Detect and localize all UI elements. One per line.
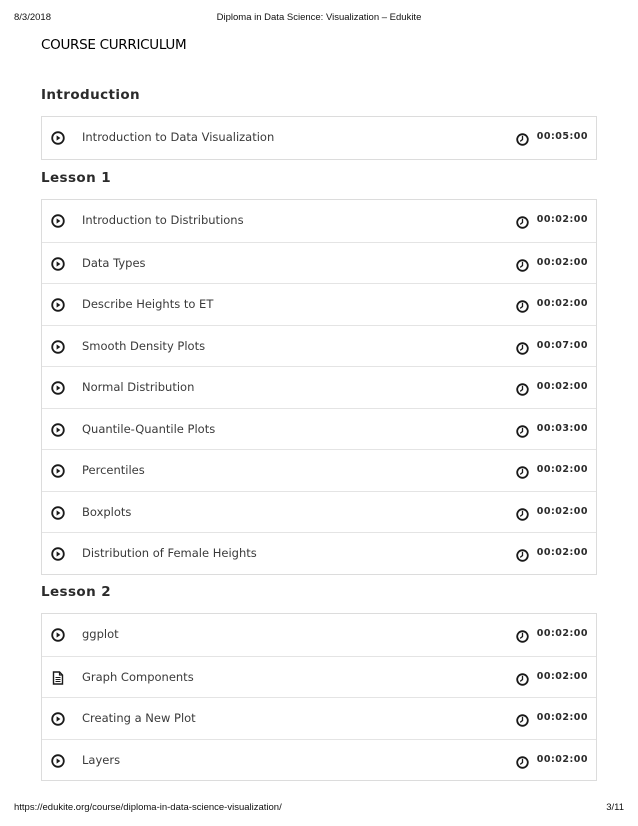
lesson-row[interactable] (42, 739, 596, 781)
section-heading-lesson-1: Lesson 1 (41, 170, 112, 186)
clock-icon (516, 628, 529, 641)
clock-icon (516, 298, 529, 311)
lesson-duration: 00:02:00 (536, 670, 588, 682)
play-circle-icon (51, 463, 65, 477)
lesson-row[interactable] (42, 325, 596, 367)
clock-icon (516, 381, 529, 394)
lesson-title[interactable]: Data Types (82, 255, 146, 270)
clock-icon (516, 131, 529, 144)
lesson-row[interactable] (42, 697, 596, 739)
lesson-row[interactable] (42, 614, 596, 656)
lesson-title[interactable]: Boxplots (82, 504, 132, 519)
clock-icon (516, 712, 529, 725)
clock-icon (516, 257, 529, 270)
lesson-title[interactable]: Quantile-Quantile Plots (82, 421, 216, 436)
lesson-row[interactable] (42, 449, 596, 491)
clock-icon (516, 754, 529, 767)
lesson-title[interactable]: Normal Distribution (82, 380, 195, 394)
lesson-list-lesson-1 (41, 199, 597, 575)
lesson-title[interactable]: Distribution of Female Heights (82, 546, 257, 560)
clock-icon (516, 340, 529, 353)
clock-icon (516, 671, 529, 684)
page-number: 3/11 (606, 802, 624, 813)
clock-icon (516, 423, 529, 436)
lesson-duration: 00:03:00 (536, 422, 588, 434)
play-circle-icon (51, 505, 65, 519)
print-date: 8/3/2018 (14, 12, 51, 23)
lesson-duration: 00:02:00 (536, 256, 588, 268)
lesson-row[interactable] (42, 283, 596, 325)
play-circle-icon (51, 422, 65, 436)
lesson-title[interactable]: Smooth Density Plots (82, 338, 206, 353)
lesson-duration: 00:02:00 (536, 753, 588, 765)
clock-icon (516, 547, 529, 560)
lesson-duration: 00:02:00 (536, 505, 588, 517)
lesson-title[interactable]: Graph Components (82, 669, 194, 684)
lesson-duration: 00:02:00 (536, 298, 588, 309)
lesson-title[interactable]: Describe Heights to ET (82, 297, 214, 311)
lesson-duration: 00:02:00 (536, 547, 588, 558)
section-heading-introduction: Introduction (41, 87, 141, 103)
play-circle-icon (51, 339, 65, 353)
section-heading-lesson-2: Lesson 2 (41, 584, 112, 600)
lesson-list-introduction (41, 116, 597, 160)
clock-icon (516, 464, 529, 477)
play-circle-icon (51, 753, 65, 767)
lesson-duration: 00:02:00 (536, 381, 588, 392)
lesson-title[interactable]: Layers (82, 752, 121, 767)
document-icon (51, 670, 65, 684)
play-circle-icon (51, 380, 65, 394)
lesson-row[interactable] (42, 242, 596, 284)
lesson-row[interactable] (42, 656, 596, 698)
clock-icon (516, 214, 529, 227)
clock-icon (516, 506, 529, 519)
lesson-row[interactable] (42, 117, 596, 159)
play-circle-icon (51, 297, 65, 311)
play-circle-icon (51, 130, 65, 144)
lesson-duration: 00:02:00 (536, 214, 588, 225)
lesson-title[interactable]: ggplot (82, 627, 119, 641)
play-circle-icon (51, 546, 65, 560)
lesson-title[interactable]: Introduction to Data Visualization (82, 130, 275, 144)
play-circle-icon (51, 711, 65, 725)
lesson-duration: 00:07:00 (536, 339, 588, 351)
lesson-duration: 00:02:00 (536, 712, 588, 723)
lesson-title[interactable]: Introduction to Distributions (82, 213, 244, 227)
lesson-title[interactable]: Percentiles (82, 463, 145, 477)
lesson-row[interactable] (42, 366, 596, 408)
lesson-duration: 00:02:00 (536, 628, 588, 639)
lesson-title[interactable]: Creating a New Plot (82, 711, 196, 725)
print-url: https://edukite.org/course/diploma-in-data-science-visualization/ (14, 802, 282, 813)
play-circle-icon (51, 213, 65, 227)
play-circle-icon (51, 627, 65, 641)
play-circle-icon (51, 256, 65, 270)
lesson-row[interactable] (42, 532, 596, 574)
lesson-row[interactable] (42, 491, 596, 533)
lesson-list-lesson-2 (41, 613, 597, 781)
print-page-title: Diploma in Data Science: Visualization – Edukite (216, 12, 422, 23)
lesson-duration: 00:02:00 (536, 464, 588, 475)
lesson-row[interactable] (42, 408, 596, 450)
lesson-row[interactable] (42, 200, 596, 242)
lesson-duration: 00:05:00 (536, 131, 588, 142)
curriculum-title: COURSE CURRICULUM (41, 37, 187, 53)
